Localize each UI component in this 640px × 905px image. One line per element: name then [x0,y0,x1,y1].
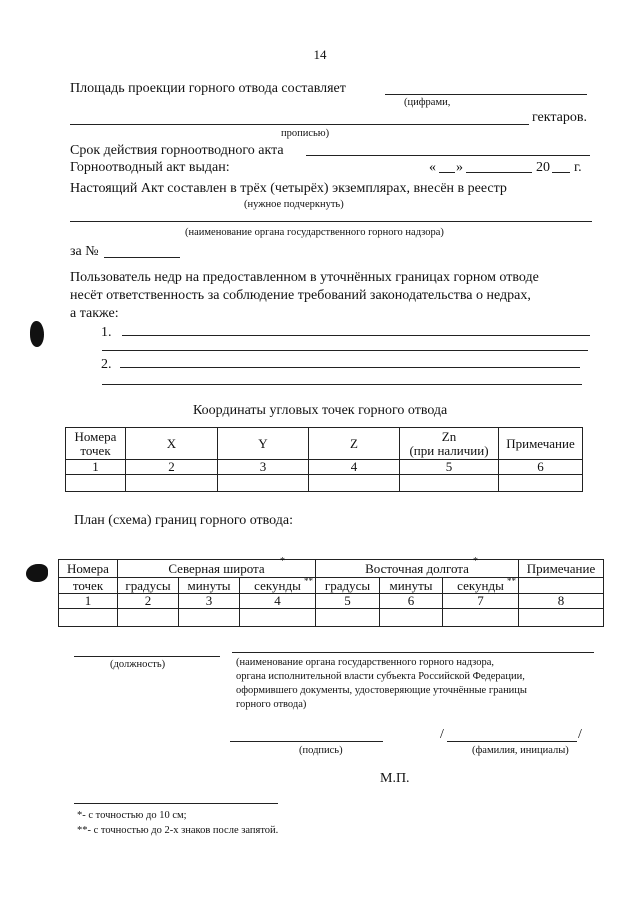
registry-organ-hint: (наименование органа государственного горного надзора) [185,227,444,238]
table2-header-lon: Восточная долгота * [316,560,519,578]
area-words-line[interactable] [70,124,529,125]
sec-lat-dstar: ** [304,576,313,586]
table1-cell[interactable] [400,475,499,492]
coordinates-table [65,427,583,492]
punch-hole-mark [26,564,48,582]
item1-line-cont[interactable] [102,350,588,351]
table1-header-z: Z [309,428,400,460]
table1-header-x: X [126,428,218,460]
table1-header-zn: Zn (при наличии) [400,428,499,460]
date-close-quote: » [456,160,463,175]
table1-header-y: Y [218,428,309,460]
table2-header-note: Примечание [519,560,604,578]
area-digits-line[interactable] [385,94,587,95]
responsibility-line1: Пользователь недр на предоставленном в уточнённых границах горном отводе [70,270,539,285]
geo-coordinates-table [58,556,604,627]
footnote-1: *- с точностью до 10 см; [77,810,187,821]
table1-cell[interactable] [309,475,400,492]
organ-hint-1: (наименование органа государственного горного надзора, [236,657,495,668]
table2-col-num: 4 [240,594,316,609]
sec-lon-dstar: ** [507,576,516,586]
issued-label: Горноотводный акт выдан: [70,160,230,175]
table2-sub-note [519,578,604,594]
table2-cell[interactable] [240,609,316,627]
month-line[interactable] [466,172,532,173]
item2-line[interactable] [120,367,580,368]
table2-cell[interactable] [118,609,179,627]
name-hint: (фамилия, инициалы) [472,745,569,756]
item1-number: 1. [101,325,112,340]
organ-hint-3: оформившего документы, удостоверяющие уточнённые границы [236,685,527,696]
punch-hole-mark [30,321,44,347]
organ-line[interactable] [232,652,594,653]
table2-col-num: 1 [59,594,118,609]
day-line[interactable] [439,172,455,173]
table1-col-num: 6 [499,460,583,475]
table2-col-num: 6 [380,594,443,609]
table1-col-num: 2 [126,460,218,475]
lat-star: * [280,556,285,567]
position-hint: (должность) [110,659,166,670]
area-digits-hint: (цифрами, [404,97,451,108]
table2-sub-deg-lon: градусы [316,578,380,594]
organ-hint-4: горного отвода) [236,699,307,710]
table2-cell[interactable] [443,609,519,627]
responsibility-line2: несёт ответственность за соблюдение требований законодательства о недрах, [70,288,531,303]
lon-star: * [473,556,478,567]
signature-line[interactable] [230,741,383,742]
footnote-separator [74,803,278,804]
table2-col-num: 8 [519,594,604,609]
table1-cell[interactable] [218,475,309,492]
table1-col-num: 4 [309,460,400,475]
date-open-quote: « [429,160,436,175]
table2-col-num: 5 [316,594,380,609]
table2-col-num: 2 [118,594,179,609]
table2-sub-sec-lon: секунды ** [443,578,519,594]
registry-number-line[interactable] [104,257,180,258]
table2-cell[interactable] [59,609,118,627]
table2-sub-deg-lat: градусы [118,578,179,594]
table2-col-num: 3 [179,594,240,609]
table2-header-num2: точек [59,578,118,594]
stamp-place: М.П. [380,771,410,786]
responsibility-line3: а также: [70,306,119,321]
table2-cell[interactable] [380,609,443,627]
table2-header-num1: Номера [59,560,118,578]
table2-cell[interactable] [519,609,604,627]
copies-text: Настоящий Акт составлен в трёх (четырёх) экземплярах, внесён в реестр [70,181,507,196]
page-number: 14 [313,47,327,62]
item2-line-cont[interactable] [102,384,582,385]
table1-col-num: 3 [218,460,309,475]
table2-cell[interactable] [316,609,380,627]
table2-sub-min-lon: минуты [380,578,443,594]
table2-cell[interactable] [179,609,240,627]
copies-hint: (нужное подчеркнуть) [244,199,344,210]
year-suffix: г. [574,160,582,175]
table1-header-points: Номера точек [66,428,126,460]
area-label: Площадь проекции горного отвода составляет [70,81,346,96]
area-unit: гектаров. [532,110,588,125]
table1-header-note: Примечание [499,428,583,460]
validity-label: Срок действия горноотводного акта [70,143,284,158]
validity-line[interactable] [306,155,590,156]
table2-header-lat: Северная широта * [118,560,316,578]
table1-col-num: 1 [66,460,126,475]
position-line[interactable] [74,656,220,657]
table2-col-num: 7 [443,594,519,609]
item2-number: 2. [101,357,112,372]
name-slash-right: / [578,727,582,742]
table2-sub-sec-lat: секунды ** [240,578,316,594]
item1-line[interactable] [122,335,590,336]
table1-cell[interactable] [499,475,583,492]
registry-number-label: за № [70,244,99,259]
name-line[interactable] [447,741,577,742]
name-slash-left: / [440,727,444,742]
table1-cell[interactable] [126,475,218,492]
plan-title: План (схема) границ горного отвода: [74,513,293,528]
organ-hint-2: органа исполнительной власти субъекта Российской Федерации, [236,671,525,682]
year-line[interactable] [552,172,570,173]
table1-cell[interactable] [66,475,126,492]
signature-hint: (подпись) [299,745,343,756]
table2-sub-min-lat: минуты [179,578,240,594]
table1-title: Координаты угловых точек горного отвода [193,403,448,418]
area-words-hint: прописью) [281,128,330,139]
year-prefix: 20 [536,160,550,175]
registry-organ-line[interactable] [70,221,592,222]
table1-col-num: 5 [400,460,499,475]
footnote-2: **- с точностью до 2-х знаков после запятой. [77,825,279,836]
